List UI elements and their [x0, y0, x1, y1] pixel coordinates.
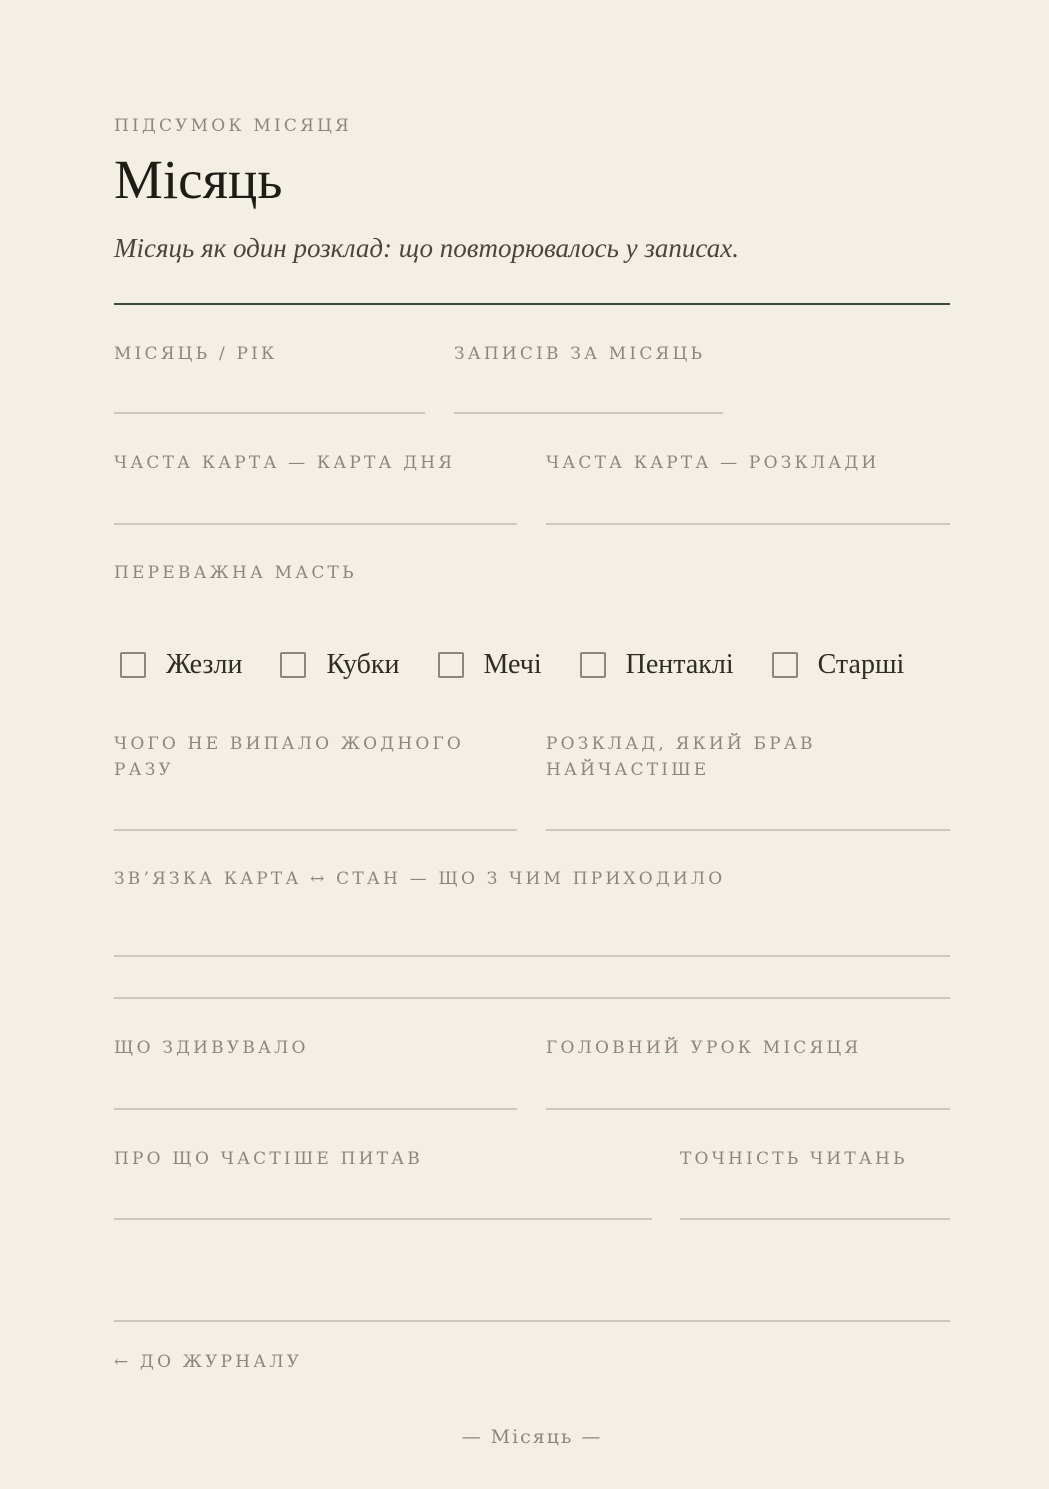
frequent-card-spreads-label: ЧАСТА КАРТА — РОЗКЛАДИ	[546, 453, 880, 473]
top-spread-field[interactable]	[546, 829, 950, 831]
suit-option-label: Кубки	[326, 649, 400, 680]
suit-option-label: Жезли	[166, 649, 243, 680]
checkbox[interactable]	[120, 652, 146, 678]
page-subtitle: Місяць як один розклад: що повторювалось у записах.	[114, 233, 739, 263]
monthly-summary-page	[114, 0, 950, 1489]
back-to-journal-link[interactable]: ← ДО ЖУРНАЛУ	[114, 1352, 303, 1372]
surprised-label: ЩО ЗДИВУВАЛО	[114, 1038, 309, 1058]
checkbox[interactable]	[438, 652, 464, 678]
suit-checkbox-group	[120, 645, 904, 685]
suit-option-cups[interactable]	[280, 649, 399, 681]
suit-option-wands[interactable]	[120, 649, 242, 681]
accuracy-label: ТОЧНІСТЬ ЧИТАНЬ	[680, 1149, 908, 1169]
page-eyebrow: ПІДСУМОК МІСЯЦЯ	[114, 116, 352, 136]
asked-most-field[interactable]	[114, 1218, 652, 1220]
never-drawn-field[interactable]	[114, 829, 517, 831]
never-drawn-label-line2: РАЗУ	[114, 760, 174, 780]
month-year-label: МІСЯЦЬ / РІК	[114, 344, 278, 364]
page-footer: — Місяць —	[461, 1426, 603, 1448]
main-lesson-label: ГОЛОВНИЙ УРОК МІСЯЦЯ	[546, 1038, 862, 1058]
card-state-link-label: ЗВ’ЯЗКА КАРТА ↔ СТАН — ЩО З ЧИМ ПРИХОДИЛО	[114, 869, 726, 889]
footer-divider	[114, 1320, 950, 1322]
card-state-link-field-1[interactable]	[114, 955, 950, 957]
accuracy-field[interactable]	[680, 1218, 950, 1220]
never-drawn-label	[114, 731, 464, 783]
top-spread-label-line1: РОЗКЛАД, ЯКИЙ БРАВ	[546, 734, 816, 754]
suit-option-pentacles[interactable]	[580, 649, 734, 681]
never-drawn-label-line1: ЧОГО НЕ ВИПАЛО ЖОДНОГО	[114, 734, 465, 754]
suit-option-major[interactable]	[772, 649, 905, 681]
card-state-link-field-2[interactable]	[114, 997, 950, 999]
frequent-card-day-field[interactable]	[114, 523, 517, 525]
main-lesson-field[interactable]	[546, 1108, 950, 1110]
top-spread-label	[546, 731, 816, 783]
month-year-field[interactable]	[114, 412, 425, 414]
suit-option-label: Старші	[817, 649, 905, 680]
checkbox[interactable]	[772, 652, 798, 678]
suit-option-label: Мечі	[483, 649, 542, 680]
entries-count-label: ЗАПИСІВ ЗА МІСЯЦЬ	[454, 344, 706, 364]
asked-most-label: ПРО ЩО ЧАСТІШЕ ПИТАВ	[114, 1149, 423, 1169]
page-title: Місяць	[114, 149, 283, 210]
checkbox[interactable]	[580, 652, 606, 678]
suit-option-label: Пентаклі	[625, 649, 734, 680]
suit-option-swords[interactable]	[438, 649, 542, 681]
dominant-suit-label: ПЕРЕВАЖНА МАСТЬ	[114, 563, 357, 583]
frequent-card-day-label: ЧАСТА КАРТА — КАРТА ДНЯ	[114, 453, 456, 473]
checkbox[interactable]	[280, 652, 306, 678]
top-spread-label-line2: НАЙЧАСТІШЕ	[546, 760, 710, 780]
frequent-card-spreads-field[interactable]	[546, 523, 950, 525]
entries-count-field[interactable]	[454, 412, 723, 414]
header-divider	[114, 303, 950, 305]
surprised-field[interactable]	[114, 1108, 517, 1110]
